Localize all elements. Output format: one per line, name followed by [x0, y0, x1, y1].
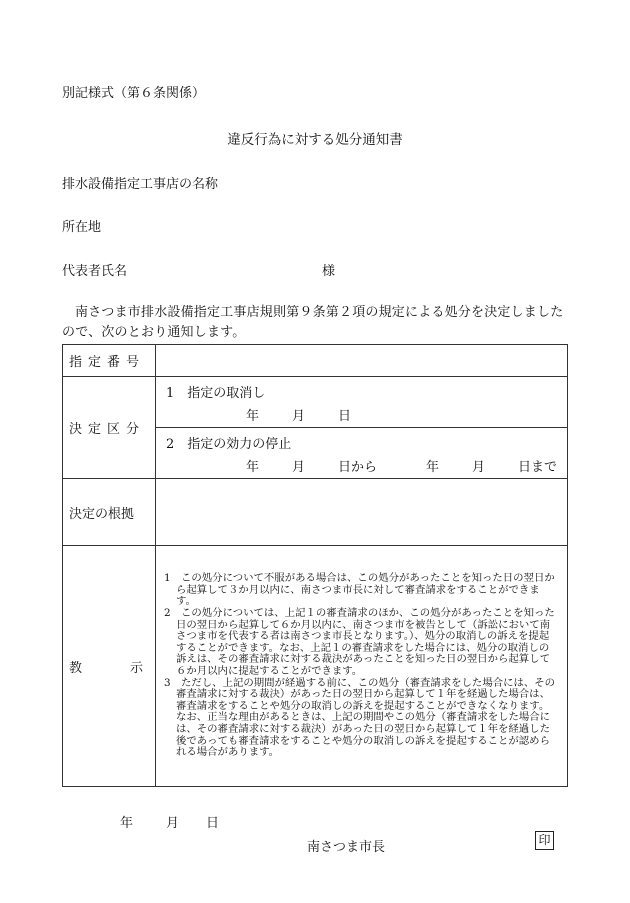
option-revocation-label: 1 指定の取消し: [166, 386, 266, 401]
instruction-cell: [156, 546, 568, 787]
option-revocation-date: 年 月 日: [246, 409, 352, 424]
decision-type-header: 決定区分: [63, 377, 156, 479]
option-revocation: [156, 377, 568, 428]
basis-cell: [156, 479, 568, 546]
decision-table: [62, 344, 568, 787]
designation-number-header: 指定番号: [63, 345, 156, 377]
representative-field: 代表者氏名: [62, 264, 128, 279]
instruction-item: 1 この処分について不服がある場合は、この処分があったことを知った日の翌日から起算して３か月以内に、南さつま市長に対して審査請求をすることができます。: [164, 572, 555, 608]
shop-name-field: 排水設備指定工事店の名称: [62, 177, 219, 192]
intro-paragraph: 南さつま市排水設備指定工事店規則第９条第２項の規定による処分を決定しましたので、次のとおり通知します。: [62, 305, 564, 340]
instruction-header: 教示: [63, 546, 156, 787]
option-suspension: [156, 428, 568, 479]
form-label: 別記様式（第６条関係）: [62, 86, 206, 101]
issuer-name: 南さつま市長: [307, 840, 386, 855]
option-suspension-dates: 年 月 日から 年 月 日まで: [246, 460, 558, 475]
basis-header: 決定の根拠: [63, 479, 156, 546]
instruction-item: 3 ただし、上記の期間が経過する前に、この処分（審査請求をした場合には、その審査請求に対する裁決）があった日の翌日から起算して１年を経過した場合は、審査請求をすることや処分の取消しの訴えを提起することができなくなります。なお、正当な理由があるときは、上記の期間やこの処分（審査請求をした場合には、その審査請求に対する裁決）があった日の翌日から起算して１年を経過した後であっても審査請求をすることや処分の取消しの訴えを提起することが認められる場合があります。: [164, 676, 556, 759]
designation-number-cell: [156, 345, 568, 377]
address-field: 所在地: [62, 220, 102, 235]
instruction-item: 2 この処分については、上記１の審査請求のほか、この処分があったことを知った日の翌日から起算して６か月以内に、南さつま市を被告として（訴訟において南さつま市を代表する者は南さつま市長となります。）、処分の取消しの訴えを提起することができます。なお、上記１の審査請求をした場合には、処分の取消しの訴えは、その審査請求に対する裁決があったことを知った日の翌日から起算して６か月以内に提起することができます。: [164, 607, 555, 677]
option-suspension-label: 2 指定の効力の停止: [166, 437, 292, 452]
seal-icon: 印: [535, 831, 554, 850]
honorific: 様: [322, 264, 336, 279]
document-title: 違反行為に対する処分通知書: [227, 132, 403, 148]
issue-date: 年 月 日: [120, 816, 220, 831]
